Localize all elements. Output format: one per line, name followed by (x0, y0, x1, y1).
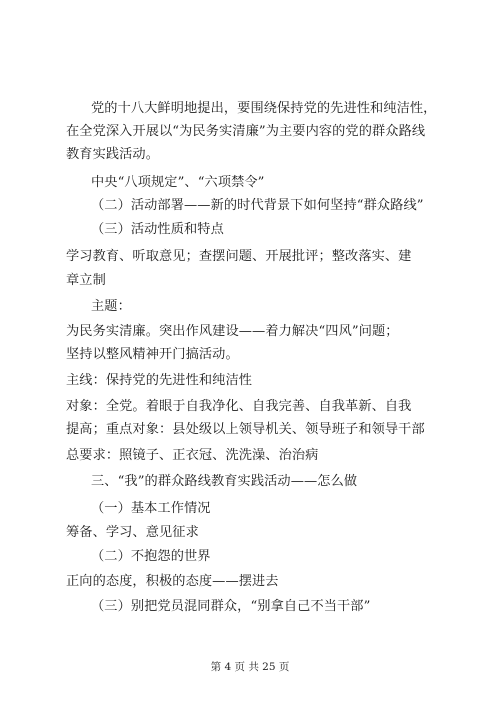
text-line-13: 对象：全党。着眼于自我净化、自我完善、自我革新、自我 (66, 399, 412, 414)
text-line-7: 学习教育、听取意见；查摆问题、开展批评；整改落实、建 (66, 249, 412, 264)
text-line-9: 主题： (91, 299, 131, 314)
page-number-footer: 第 4 页 共 25 页 (210, 661, 290, 673)
text-line-21: （三）别把党员混同群众，“别拿自己不当干部” (91, 599, 371, 614)
text-line-5: （二）活动部署——新的时代背景下如何坚持“群众路线” (91, 198, 424, 213)
text-line-11: 坚持以整风精神开门搞活动。 (66, 347, 239, 362)
text-line-2: 在全党深入开展以“为民务实清廉”为主要内容的党的群众路线 (66, 124, 426, 139)
text-line-19: （二）不抱怨的世界 (91, 549, 211, 564)
text-line-3: 教育实践活动。 (66, 147, 160, 162)
text-line-17: （一）基本工作情况 (91, 501, 211, 516)
text-line-14: 提高；重点对象：县处级以上领导机关、领导班子和领导干部 (66, 422, 425, 437)
text-line-15: 总要求：照镜子、正衣冠、洗洗澡、治治病 (66, 448, 319, 463)
text-line-12: 主线：保持党的先进性和纯洁性 (66, 373, 253, 388)
text-line-16: 三、“我”的群众路线教育实践活动——怎么做 (91, 474, 358, 489)
text-line-1: 党的十八大鲜明地提出，要围绕保持党的先进性和纯洁性， (91, 101, 437, 116)
text-line-4: 中央“八项规定”、“六项禁令” (91, 175, 265, 190)
text-line-6: （三）活动性质和特点 (91, 222, 224, 237)
text-line-20: 正向的态度，积极的态度——摆进去 (66, 574, 279, 589)
text-line-8: 章立制 (66, 273, 106, 288)
text-line-18: 筹备、学习、意见征求 (66, 525, 199, 540)
text-line-10: 为民务实清廉。突出作风建设——着力解决“四风”问题； (66, 324, 399, 339)
